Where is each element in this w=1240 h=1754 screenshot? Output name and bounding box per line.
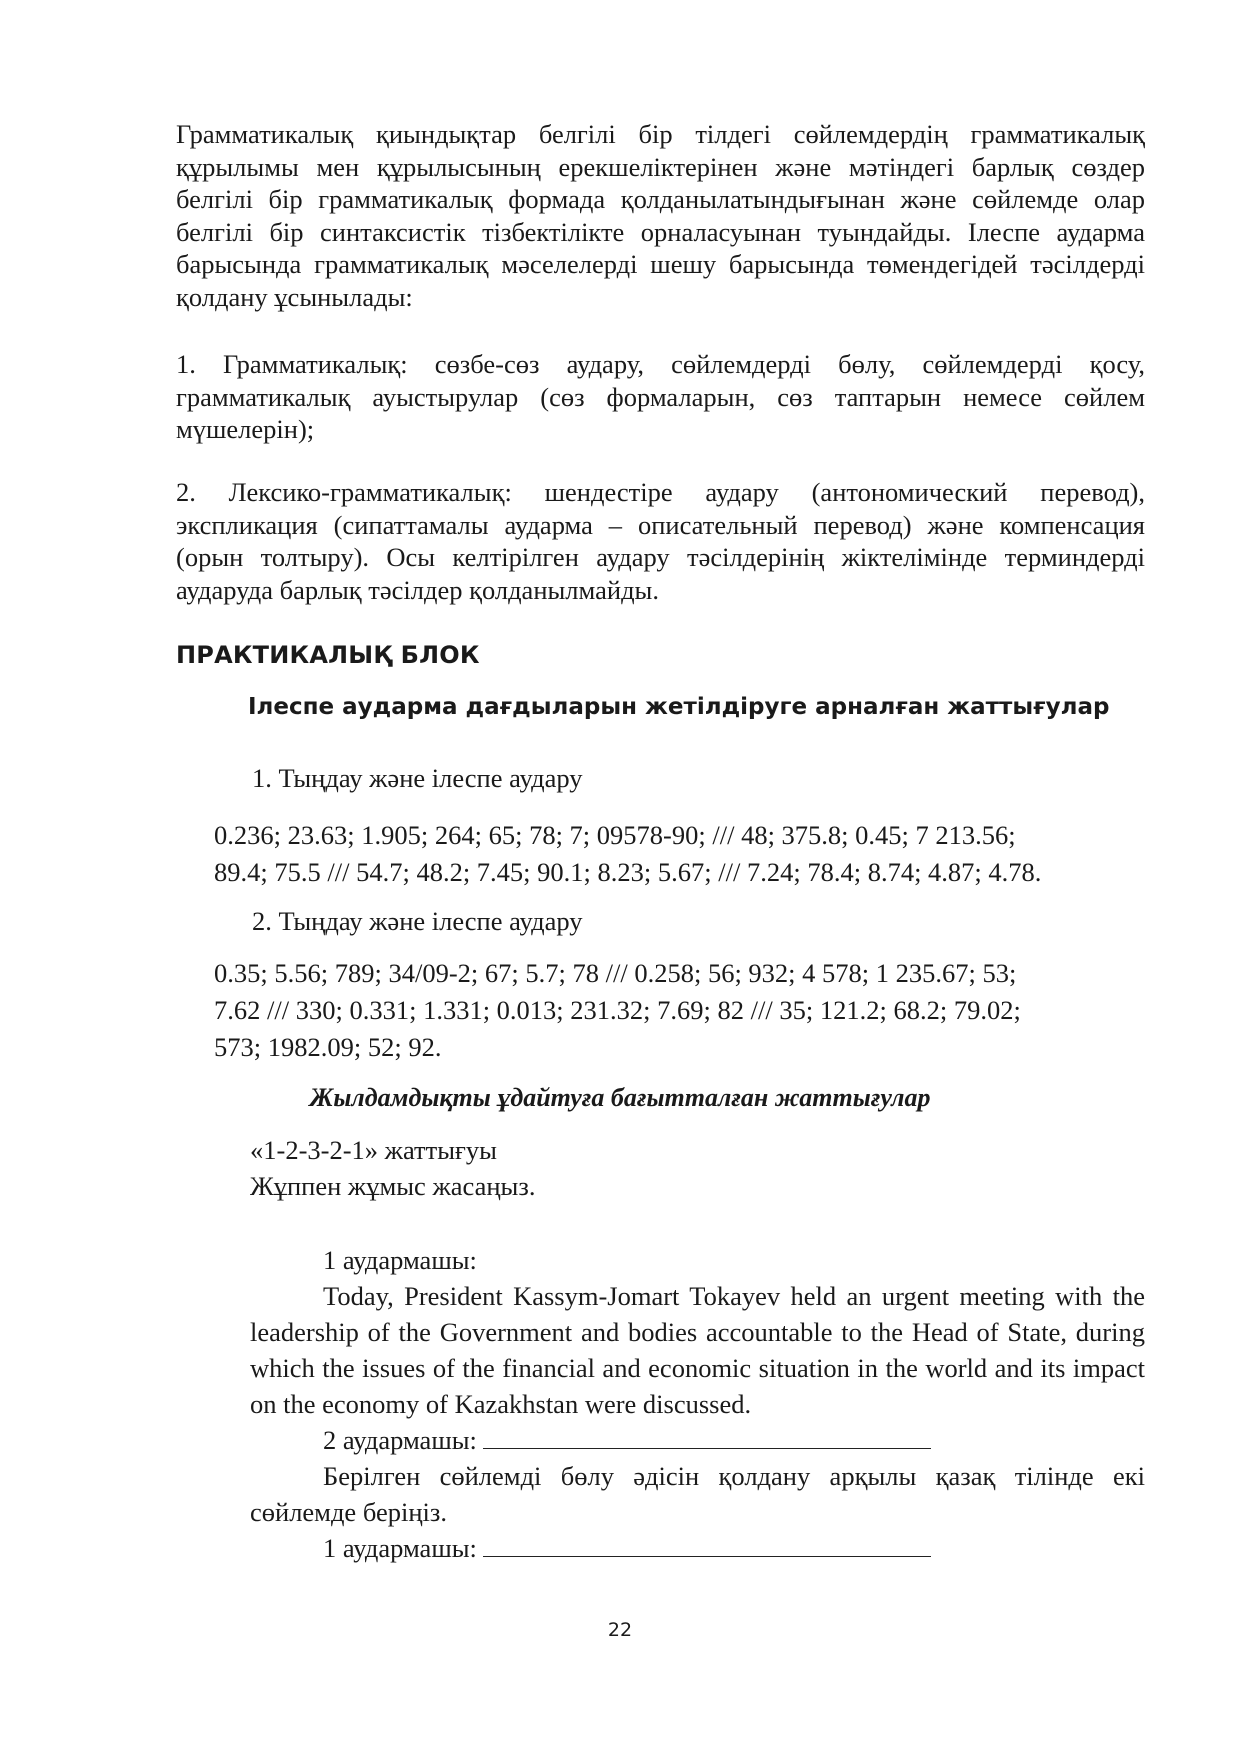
translator-2-answer-blank[interactable]	[483, 1424, 931, 1449]
exercise-2-title: 2. Тыңдау және ілеспе аудару	[252, 906, 583, 936]
translator-1-line-again	[323, 1530, 931, 1566]
exercise-1-numbers-line-2: 89.4; 75.5 /// 54.7; 48.2; 7.45; 90.1; 8.23; 5.67; /// 7.24; 78.4; 8.74; 4.87; 4.78.	[214, 857, 1042, 887]
english-source-text: Today, President Kassym-Jomart Tokayev held an urgent meeting with the leadership of the Government and bodies accountable to the Head of State, during which the issues of the financial and economic situation in the world and its impact on the economy of Kazakhstan were discussed.	[250, 1281, 1145, 1419]
section-heading: ПРАКТИКАЛЫҚ БЛОК	[176, 641, 480, 669]
exercise-2-numbers-line-1: 0.35; 5.56; 789; 34/09-2; 67; 5.7; 78 /// 0.258; 56; 932; 4 578; 1 235.67; 53;	[214, 958, 1017, 988]
intro-paragraph: Грамматикалық қиындықтар белгілі бір тілдегі сөйлемдердің грамматикалық құрылымы мен құрылысының ерекшеліктерінен және мәтіндегі барлық сөздер белгілі бір грамматикалық формада қолданылатындығынан және сөйлемде олар белгілі бір синтаксистік тізбектілікте орналасуынан туындайды. Ілеспе аударма барысында грамматикалық мәселелерді шешу барысында төмендегідей тәсілдерді қолдану ұсынылады:	[176, 119, 1145, 312]
translator-1-answer-blank[interactable]	[483, 1532, 931, 1557]
speed-exercises-heading: Жылдамдықты ұдайтуға бағытталған жаттығулар	[309, 1083, 931, 1112]
exercise-1-title: 1. Тыңдау және ілеспе аудару	[252, 763, 583, 793]
subheading: Ілеспе аударма дағдыларын жетілдіруге арналған жаттығулар	[248, 694, 1110, 720]
translator-1-label-again: 1 аудармашы:	[323, 1533, 477, 1563]
exercise-2-numbers-line-2: 7.62 /// 330; 0.331; 1.331; 0.013; 231.32; 7.69; 82 /// 35; 121.2; 68.2; 79.02;	[214, 995, 1021, 1025]
list-item-lexico-grammatical: 2. Лексико-грамматикалық: шендестіре аудару (антономический перевод), экспликация (сипаттамалы аударма – описательный перевод) және компенсация (орын толтыру). Осы келтірілген аудару тәсілдерінің жіктелімінде терминдерді аударуда барлық тәсілдер қолданылмайды.	[176, 477, 1145, 605]
list-item-grammatical: 1. Грамматикалық: сөзбе-сөз аудару, сөйлемдерді бөлу, сөйлемдерді қосу, грамматикалық ауыстырулар (сөз формаларын, сөз таптарын немесе сөйлем мүшелерін);	[176, 349, 1145, 444]
page-number: 22	[607, 1619, 633, 1641]
task-text: Берілген сөйлемді бөлу әдісін қолдану арқылы қазақ тілінде екі сөйлемде беріңіз.	[250, 1461, 1145, 1527]
exercise-2-numbers-line-3: 573; 1982.09; 52; 92.	[214, 1032, 442, 1062]
exercise-1-numbers	[214, 817, 1174, 891]
translator-2-label: 2 аудармашы:	[323, 1425, 477, 1455]
exercise-123-title: «1-2-3-2-1» жаттығуы	[250, 1135, 497, 1165]
exercise-1-numbers-line-1: 0.236; 23.63; 1.905; 264; 65; 78; 7; 09578-90; /// 48; 375.8; 0.45; 7 213.56;	[214, 820, 1016, 850]
translator-2-line	[323, 1422, 931, 1458]
pair-work-instruction: Жұппен жұмыс жасаңыз.	[250, 1171, 536, 1201]
exercise-2-numbers	[214, 955, 1174, 1066]
translator-1-label: 1 аудармашы:	[323, 1245, 477, 1275]
